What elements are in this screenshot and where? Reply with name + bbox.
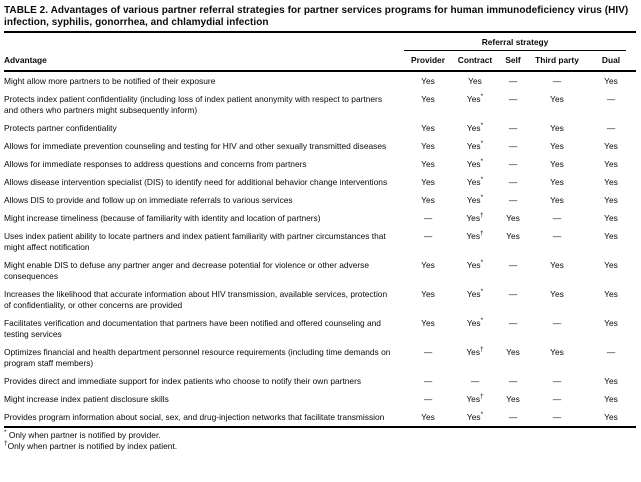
value-cell: Yes xyxy=(468,76,482,86)
advantage-cell: Allows for immediate prevention counseling and testing for HIV and other sexually transmitted diseases xyxy=(4,141,387,151)
value-cell: — xyxy=(508,94,518,104)
value-cell: Yes† xyxy=(466,212,484,223)
value-cell: Yes* xyxy=(466,93,484,104)
value-cell: — xyxy=(470,376,480,386)
value-cell: Yes* xyxy=(466,122,484,133)
footnote-index-patient xyxy=(4,441,636,452)
value-cell: Yes* xyxy=(452,408,498,427)
group-header-spacer xyxy=(4,33,404,53)
value-cell: — xyxy=(508,376,518,386)
footnote-provider-text: Only when partner is notified by provider. xyxy=(6,430,161,440)
value-cell: Yes xyxy=(550,141,564,151)
value-cell: Yes xyxy=(506,231,520,241)
value-cell: — xyxy=(508,76,518,86)
value-cell: — xyxy=(498,408,528,427)
advantage-cell: Allows disease intervention specialist (DIS) to identify need for additional behavior change interventions xyxy=(4,177,388,187)
value-cell: Yes xyxy=(604,376,618,386)
value-cell: Yes† xyxy=(466,393,484,404)
value-cell: — xyxy=(552,213,562,223)
value-cell: Yes xyxy=(550,159,564,169)
asterisk-marker: * xyxy=(480,411,484,419)
table-row xyxy=(4,71,636,90)
column-header-provider: Provider xyxy=(404,53,452,71)
advantage-cell: Allows for immediate responses to address questions and concerns from partners xyxy=(4,159,307,169)
value-cell: Yes xyxy=(506,394,520,404)
advantage-cell: Might allow more partners to be notified of their exposure xyxy=(4,76,216,86)
table-row xyxy=(4,137,636,155)
value-cell: Yes xyxy=(586,408,636,427)
footnote-provider xyxy=(4,430,636,441)
value-cell: — xyxy=(508,289,518,299)
advantage-cell: Protects partner confidentiality xyxy=(4,123,117,133)
value-cell: Yes† xyxy=(466,230,484,241)
value-cell: — xyxy=(508,195,518,205)
value-cell: Yes xyxy=(604,76,618,86)
advantage-cell: Might increase index patient disclosure skills xyxy=(4,394,169,404)
asterisk-marker: * xyxy=(480,288,484,296)
value-cell: — xyxy=(423,376,433,386)
table-row xyxy=(4,90,636,119)
value-cell: Yes xyxy=(421,177,435,187)
value-cell: Yes xyxy=(550,123,564,133)
dagger-marker: † xyxy=(480,346,484,354)
asterisk-marker: * xyxy=(480,317,484,325)
value-cell: Yes xyxy=(421,123,435,133)
dagger-marker: † xyxy=(480,212,484,220)
value-cell: Yes xyxy=(421,195,435,205)
column-header-row xyxy=(4,53,636,71)
value-cell: Yes xyxy=(421,141,435,151)
asterisk-marker: * xyxy=(480,194,484,202)
value-cell: Yes xyxy=(604,260,618,270)
value-cell: Yes* xyxy=(466,158,484,169)
asterisk-marker: * xyxy=(480,122,484,130)
asterisk-marker: * xyxy=(480,93,484,101)
table-row xyxy=(4,390,636,408)
value-cell: Yes xyxy=(550,289,564,299)
value-cell: Yes xyxy=(604,289,618,299)
table-row xyxy=(4,314,636,343)
value-cell: — xyxy=(508,260,518,270)
value-cell: — xyxy=(508,141,518,151)
value-cell: — xyxy=(508,123,518,133)
value-cell: — xyxy=(552,394,562,404)
asterisk-marker: * xyxy=(480,176,484,184)
value-cell: — xyxy=(423,213,433,223)
advantage-cell: Optimizes financial and health department personnel resource requirements (including time demands on program staff members) xyxy=(4,347,391,368)
value-cell: Yes xyxy=(421,76,435,86)
advantage-cell: Might increase timeliness (because of familiarity with identity and location of partners) xyxy=(4,213,321,223)
value-cell: Yes xyxy=(421,94,435,104)
column-header-dual: Dual xyxy=(586,53,636,71)
advantage-cell: Increases the likelihood that accurate information about HIV transmission, available services, protection of confidentiality, or other concerns are provided xyxy=(4,289,388,310)
value-cell: Yes xyxy=(604,177,618,187)
table-row xyxy=(4,173,636,191)
value-cell: — xyxy=(606,94,616,104)
table-row xyxy=(4,285,636,314)
value-cell: Yes* xyxy=(466,140,484,151)
column-header-third-party: Third party xyxy=(528,53,586,71)
value-cell: — xyxy=(606,347,616,357)
value-cell: Yes xyxy=(421,159,435,169)
advantage-cell: Provides direct and immediate support for index patients who choose to notify their own partners xyxy=(4,376,362,386)
table-row xyxy=(4,256,636,285)
asterisk-marker: * xyxy=(480,158,484,166)
value-cell: Yes xyxy=(604,195,618,205)
table-row xyxy=(4,191,636,209)
value-cell: Yes xyxy=(550,94,564,104)
value-cell: — xyxy=(552,76,562,86)
asterisk-marker: * xyxy=(480,140,484,148)
value-cell: Yes* xyxy=(466,259,484,270)
referral-strategy-group-header xyxy=(404,33,636,53)
value-cell: Yes xyxy=(604,231,618,241)
table-title: TABLE 2. Advantages of various partner referral strategies for partner services programs for human immunodeficiency virus (HIV) infection, syphilis, gonorrhea, and chlamydial infection xyxy=(4,5,636,33)
advantage-cell: Allows DIS to provide and follow up on immediate referrals to various services xyxy=(4,195,293,205)
value-cell: Yes xyxy=(421,260,435,270)
asterisk-marker: * xyxy=(4,429,7,437)
value-cell: Yes xyxy=(604,394,618,404)
asterisk-marker: * xyxy=(480,259,484,267)
value-cell: Yes xyxy=(550,260,564,270)
value-cell: — xyxy=(606,123,616,133)
advantages-table xyxy=(4,33,636,428)
value-cell: Yes* xyxy=(466,317,484,328)
advantage-cell: Protects index patient confidentiality (including loss of index patient anonymity with respect to partners and others who partners might subsequently inform) xyxy=(4,94,383,115)
advantage-cell: Uses index patient ability to locate partners and index patient familiarity with partner circumstances that might affect notification xyxy=(4,231,386,252)
group-header-row xyxy=(4,33,636,53)
value-cell: Yes xyxy=(421,318,435,328)
value-cell: Yes xyxy=(550,177,564,187)
value-cell: — xyxy=(423,231,433,241)
value-cell: — xyxy=(552,318,562,328)
value-cell: Yes xyxy=(550,347,564,357)
advantage-cell: Facilitates verification and documentation that partners have been notified and offered counseling and testing services xyxy=(4,318,381,339)
value-cell: Yes xyxy=(404,408,452,427)
value-cell: Yes xyxy=(604,213,618,223)
value-cell: Yes xyxy=(604,141,618,151)
value-cell: Yes xyxy=(506,347,520,357)
footnotes xyxy=(4,428,636,451)
table-row xyxy=(4,119,636,137)
table-row xyxy=(4,408,636,427)
value-cell: — xyxy=(552,376,562,386)
table-header xyxy=(4,33,636,71)
advantage-cell: Provides program information about social, sex, and drug-injection networks that facilitate transmission xyxy=(4,408,404,427)
column-header-self: Self xyxy=(498,53,528,71)
value-cell: Yes* xyxy=(466,288,484,299)
column-header-contract: Contract xyxy=(452,53,498,71)
value-cell: — xyxy=(528,408,586,427)
value-cell: — xyxy=(423,347,433,357)
value-cell: Yes xyxy=(604,159,618,169)
value-cell: — xyxy=(552,231,562,241)
table-row xyxy=(4,227,636,256)
column-header-advantage: Advantage xyxy=(4,53,404,71)
value-cell: Yes* xyxy=(466,194,484,205)
table-row xyxy=(4,372,636,390)
value-cell: — xyxy=(423,394,433,404)
value-cell: Yes xyxy=(550,195,564,205)
dagger-marker: † xyxy=(480,230,484,238)
value-cell: Yes† xyxy=(466,346,484,357)
table-row xyxy=(4,209,636,227)
dagger-marker: † xyxy=(480,393,484,401)
value-cell: — xyxy=(508,318,518,328)
value-cell: Yes xyxy=(604,318,618,328)
footnote-index-patient-text: Only when partner is notified by index patient. xyxy=(7,440,178,451)
value-cell: Yes xyxy=(421,289,435,299)
advantage-cell: Might enable DIS to defuse any partner anger and decrease potential for violence or other adverse consequences xyxy=(4,260,370,281)
value-cell: — xyxy=(508,177,518,187)
table-body xyxy=(4,71,636,427)
value-cell: Yes* xyxy=(466,176,484,187)
table-row xyxy=(4,343,636,372)
dagger-marker: † xyxy=(4,439,8,447)
table-row xyxy=(4,155,636,173)
value-cell: Yes xyxy=(506,213,520,223)
value-cell: — xyxy=(508,159,518,169)
group-header-label: Referral strategy xyxy=(404,37,626,51)
